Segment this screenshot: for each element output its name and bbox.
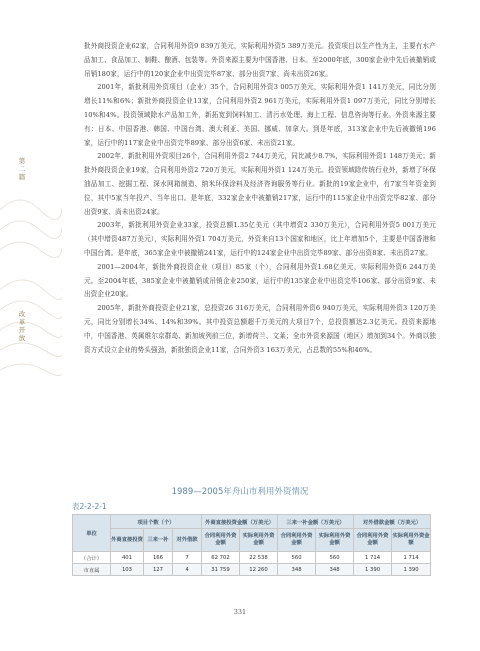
table-cell: 348: [316, 564, 354, 576]
table-cell: 103: [111, 564, 144, 576]
table-cell: 4: [173, 564, 202, 576]
table-cell: 1 714: [392, 552, 431, 564]
table-cell: 31 759: [202, 564, 240, 576]
page-number: 331: [233, 608, 247, 616]
margin-decoration: [0, 150, 62, 450]
header-loans: 对外借款金额（万美元）: [354, 515, 431, 529]
table-cell: 22 538: [240, 552, 278, 564]
col-fdi-count: 外商直接投资: [111, 529, 144, 552]
table-cell: 560: [316, 552, 354, 564]
table-cell: 1 714: [354, 552, 392, 564]
table-row: [73, 564, 431, 576]
paragraph: 2003年，新批利用外资企业33家，投资总额1.35亿美元（其中增资2 330万美元），合同利用外资5 001万美元（其中增资487万美元），实际利用外资1 704万美元，外资来自13个国家和地区，比上年增加5个，主要是中国香港和中国台湾。是年底，365家企业中被撤销241家，运行中的124家企业中出资完毕89家、部分出资8家、未出资27家。: [84, 221, 436, 257]
table-title: 1989—2005年舟山市利用外资情况: [171, 487, 309, 497]
table-code: 表2-2-2-1: [72, 502, 107, 511]
table-cell: （合计）: [73, 552, 111, 564]
table-cell: 62 702: [202, 552, 240, 564]
paragraph: 2001年，新批利用外资项目（企业）35个，合同利用外资3 005万美元，实际利用外资1 141万美元，同比分别增长11%和6%；新批外商投资企业13家，合同利用外资2 961万美元，实际利用外资1 097万美元，同比分别增长10%和4%。投资领域除水产品加工外，新拓宽到饲料加工、清污水处理、海上工程、信息咨询等行业。外资来源主要有：日本、中国香港、韩国、中国台湾、澳大利亚、美国、挪威、加拿大。到是年底，313家企业中先后被撤销196家，运行中的117家企业中出资完毕89家、部分出资6家、未出资21家。: [84, 83, 436, 147]
table-cell: 348: [278, 564, 316, 576]
table-cell: 7: [173, 552, 202, 564]
col-fdi-contract: 合同利用外资金额: [202, 529, 240, 552]
table-cell: 市直属: [73, 564, 111, 576]
table-cell: 166: [144, 552, 173, 564]
table-cell: 12 260: [240, 564, 278, 576]
col-fdi-actual: 实际利用外资金额: [240, 529, 278, 552]
table-cell: 560: [278, 552, 316, 564]
header-fdi: 外商直接投资金额（万美元）: [202, 515, 278, 529]
col-loans-actual: 实际利用外资金额: [392, 529, 431, 552]
paragraph: 2001—2004年，新批外商投资企业（项目）85家（个），合同利用外资1.68亿美元，实际利用外资6 244万美元。至2004年底，385家企业中被撤销或吊销企业250家，运行中的135家企业中出资完毕106家、部分出资9家、未出资企业20家。: [84, 262, 436, 299]
col-three-actual: 实际利用外资金额: [316, 529, 354, 552]
foreign-investment-table: [72, 514, 431, 576]
header-projects: 项目个数（个）: [111, 515, 202, 529]
table-cell: 1 390: [392, 564, 431, 576]
table-cell: 127: [144, 564, 173, 576]
header-three-plus-one: 三来一补金额（万美元）: [278, 515, 354, 529]
header-unit: 单位: [73, 515, 111, 552]
body-text: [84, 40, 436, 357]
table-cell: 401: [111, 552, 144, 564]
table-cell: 1 390: [354, 564, 392, 576]
col-three-count: 三来一补: [144, 529, 173, 552]
col-three-contract: 合同利用外资金额: [278, 529, 316, 552]
side-section-label: 改革开放: [18, 310, 26, 342]
paragraph: 2005年，新批外商投资企业21家，总投资26 316万美元，合同利用外资6 940万美元，实际利用外资3 120万美元，同比分别增长34%、14%和39%。其中投资总额超千万美元的大项目7个，总投资额达2.3亿美元。投资来源地中，中国香港、英属维尔京群岛、新加坡列前三位，新增荷兰、文莱；全市外资来源国（地区）增加到34个。外商以独资方式设立企业的势头强劲，新批独资企业11家，合同外资3 163万美元，占总数的55%和46%。: [84, 304, 436, 354]
side-part-label: 第二篇: [18, 157, 26, 181]
paragraph: 2002年，新批利用外资项目26个，合同利用外资2 744万美元，同比减少8.7%，实际利用外资1 148万美元；新批外商投资企业19家，合同利用外资2 720万美元，实际利用外资1 124万美元。投资领域除传统行业外，新增了环保油品加工、挖掘工程、深水网箱制造、纳米环保涂料及经济咨询服务等行业。新批的19家企业中，有7家当年资金到位，其中5家当年投产、当年出口。是年底，332家企业中被撤销217家，运行中的115家企业中出资完毕82家、部分出资9家、尚未出资24家。: [84, 152, 436, 216]
paragraph: 批外商投资企业62家，合同利用外资9 839万美元，实际利用外资5 389万美元。投资项目以生产性为主，主要有水产品加工、食品加工、制鞋、酿酒、包装等。外资来源主要为中国香港、日本。至2000年底，300家企业中先后被撤销或吊销180家，运行中的120家企业中出资完毕87家、部分出资7家、尚未出资26家。: [84, 42, 436, 78]
table-row: [73, 552, 431, 564]
col-loans-count: 对外借款: [173, 529, 202, 552]
col-loans-contract: 合同利用外资金额: [354, 529, 392, 552]
